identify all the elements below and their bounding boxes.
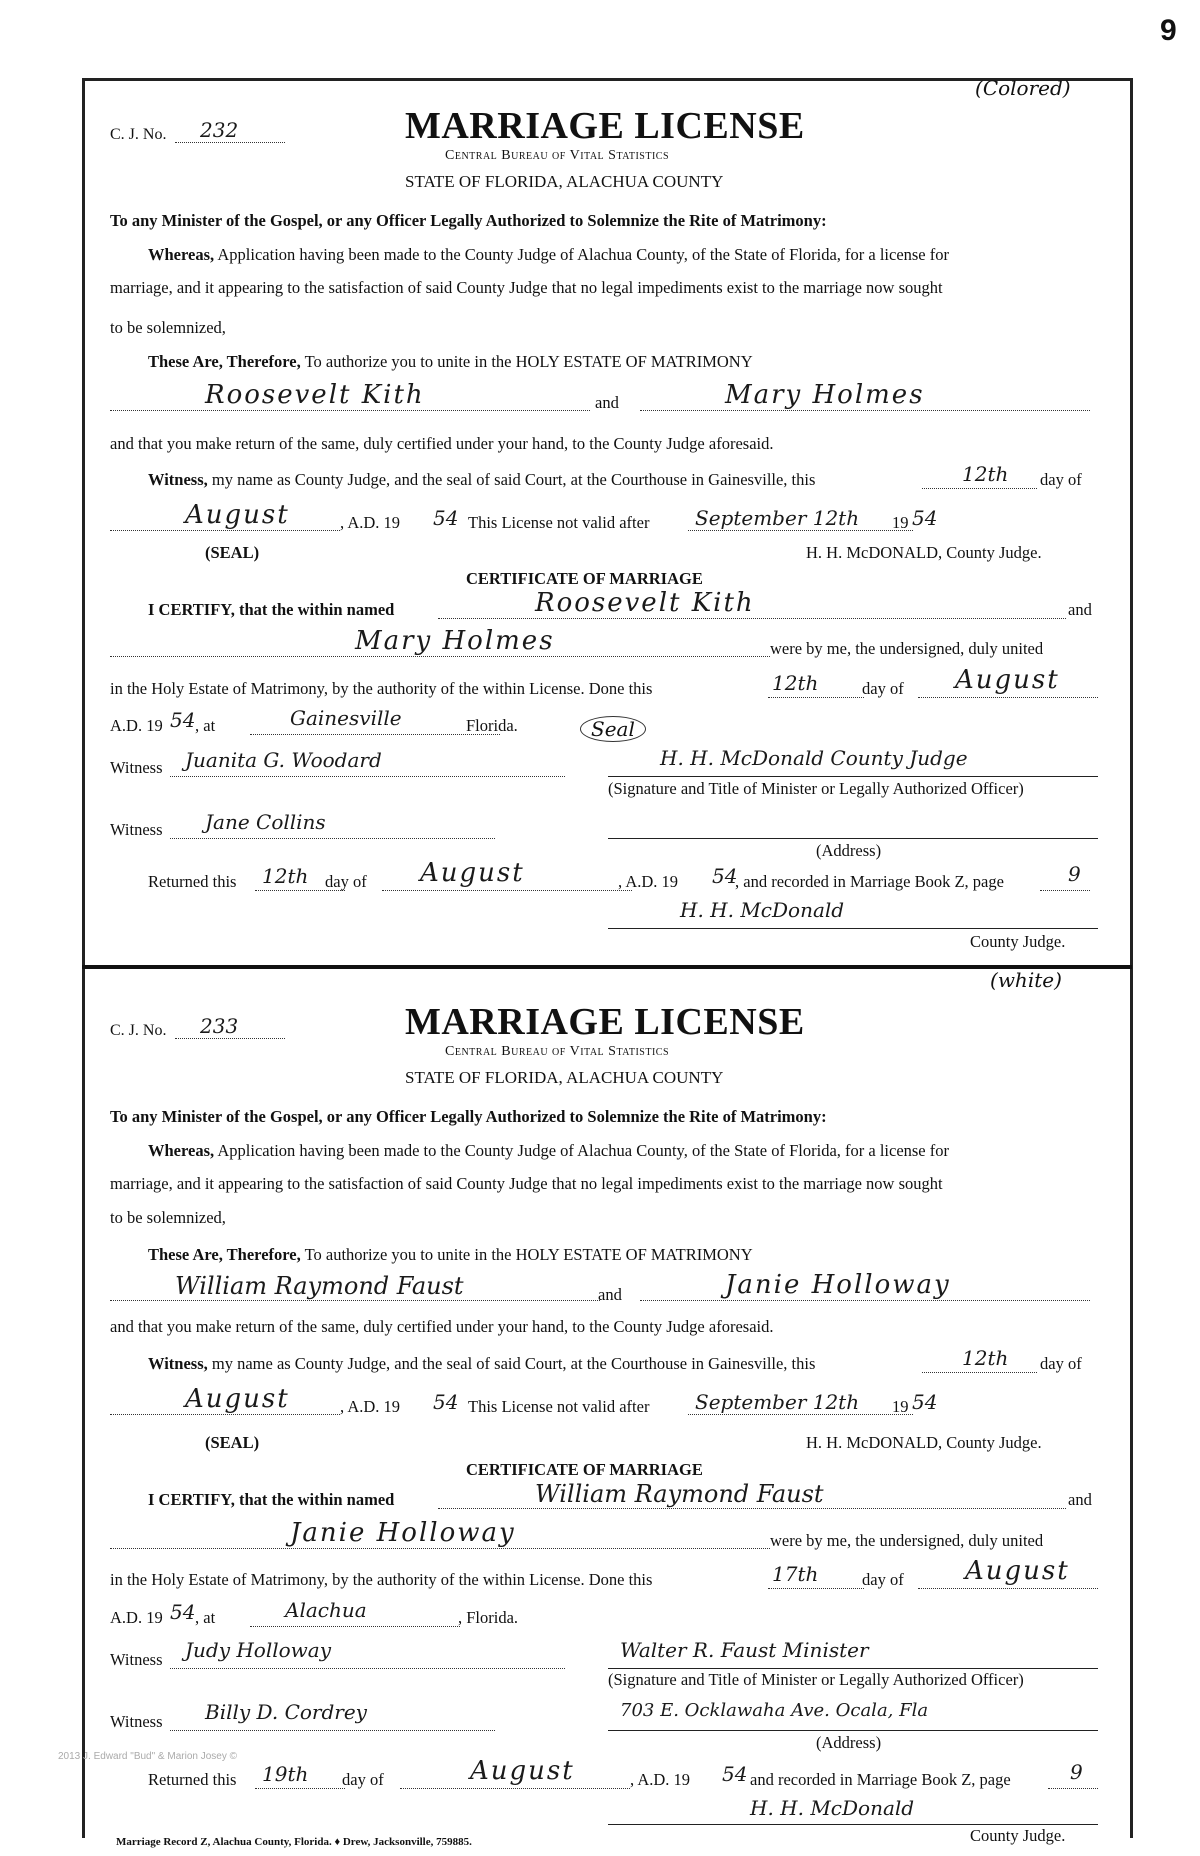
place-line <box>250 1626 460 1627</box>
groom-name: William Raymond Faust <box>175 1272 464 1300</box>
address-line <box>608 838 1098 839</box>
witness2-name: Billy D. Cordrey <box>205 1700 367 1724</box>
ad-year: 54 <box>170 1600 196 1624</box>
issue-month: August <box>185 500 290 530</box>
florida-label: Florida. <box>466 716 518 735</box>
cj-number-label: C. J. No. <box>110 1022 167 1039</box>
groom-line <box>110 410 590 411</box>
witness1-label: Witness <box>110 758 163 777</box>
bride-name: Janie Holloway <box>725 1270 951 1300</box>
copyright-watermark: 2013 J. Edward "Bud" & Marion Josey © <box>58 1751 237 1762</box>
issue-month-line <box>110 1414 340 1415</box>
county-judge-label: County Judge. <box>970 932 1066 951</box>
done-day: 12th <box>772 671 819 695</box>
address-label: (Address) <box>816 1733 882 1752</box>
not-valid-label: This License not valid after <box>468 513 650 532</box>
united-label: were by me, the undersigned, duly united <box>770 1531 1044 1550</box>
cert-groom: William Raymond Faust <box>535 1480 824 1508</box>
address-value: 703 E. Ocklawaha Ave. Ocala, Fla <box>620 1700 929 1721</box>
judge-signature: H. H. McDonald <box>680 898 845 922</box>
judge-name: H. H. McDONALD, County Judge. <box>806 543 1042 562</box>
authorize-line: These Are, Therefore, To authorize you to unite in the HOLY ESTATE OF MATRIMONY <box>148 352 753 371</box>
day-of-label: day of <box>1040 470 1082 489</box>
ad-label: , A.D. 19 <box>340 513 401 532</box>
returned-day-of-label: day of <box>342 1770 384 1789</box>
witness1-name: Juanita G. Woodard <box>185 748 382 772</box>
cert-bride-line <box>110 656 770 657</box>
cj-number-line <box>175 142 285 143</box>
state-county: STATE OF FLORIDA, ALACHUA COUNTY <box>405 1068 724 1087</box>
and-label: and <box>598 1285 622 1304</box>
whereas-line-2: marriage, and it appearing to the satisfaction of said County Judge that no legal impediments exist to the marriage now sought <box>110 1174 943 1193</box>
groom-line <box>110 1300 600 1301</box>
groom-name: Roosevelt Kith <box>205 380 425 410</box>
ad-year: 54 <box>170 708 196 732</box>
witness-clause: Witness, my name as County Judge, and the seal of said Court, at the Courthouse in Gainesville, this <box>148 1354 816 1373</box>
cert-and-label: and <box>1068 600 1092 619</box>
county-judge-label: County Judge. <box>970 1826 1066 1845</box>
done-day-of-label: day of <box>862 679 904 698</box>
address-line <box>608 1730 1098 1731</box>
witness1-label: Witness <box>110 1650 163 1669</box>
holy-estate-line: in the Holy Estate of Matrimony, by the authority of the within License. Done this <box>110 1570 653 1589</box>
certificate-title: CERTIFICATE OF MARRIAGE <box>466 1460 703 1479</box>
salutation: To any Minister of the Gospel, or any Officer Legally Authorized to Solemnize the Rite of Matrimony: <box>110 1107 827 1126</box>
returned-month-line <box>382 890 632 891</box>
bride-name: Mary Holmes <box>725 380 925 410</box>
cj-number-value: 233 <box>200 1014 239 1038</box>
cj-number-value: 232 <box>200 118 239 142</box>
issue-day: 12th <box>962 1346 1009 1370</box>
returned-month: August <box>470 1756 575 1786</box>
return-line: and that you make return of the same, duly certified under your hand, to the County Judge aforesaid. <box>110 434 774 453</box>
cert-and-label: and <box>1068 1490 1092 1509</box>
whereas-line-3: to be solemnized, <box>110 1208 226 1227</box>
returned-day: 12th <box>262 864 309 888</box>
witness1-name: Judy Holloway <box>185 1638 332 1662</box>
bureau-name: Central Bureau of Vital Statistics <box>445 1044 670 1059</box>
cert-bride: Janie Holloway <box>290 1518 516 1548</box>
officiant-signature: Walter R. Faust Minister <box>620 1638 869 1662</box>
returned-day-of-label: day of <box>325 872 367 891</box>
judge-signature: H. H. McDonald <box>750 1796 915 1820</box>
expiry-date: September 12th <box>695 506 860 530</box>
signature-title-label: (Signature and Title of Minister or Legally Authorized Officer) <box>608 779 1024 798</box>
cj-number-line <box>175 1038 285 1039</box>
cert-groom: Roosevelt Kith <box>535 588 755 618</box>
authorize-line: These Are, Therefore, To authorize you to unite in the HOLY ESTATE OF MATRIMONY <box>148 1245 753 1264</box>
florida-label: , Florida. <box>458 1608 519 1627</box>
done-day: 17th <box>772 1562 819 1586</box>
returned-label: Returned this <box>148 872 237 891</box>
bride-line <box>640 410 1090 411</box>
seal-label: (SEAL) <box>205 1433 260 1452</box>
seal-note: Seal <box>580 716 646 742</box>
certify-label: I CERTIFY, that the within named <box>148 1490 395 1509</box>
witness1-line <box>170 1668 565 1669</box>
issue-day: 12th <box>962 462 1009 486</box>
whereas-line-2: marriage, and it appearing to the satisfaction of said County Judge that no legal impediments exist to the marriage now sought <box>110 278 943 297</box>
done-month-line <box>918 1588 1098 1589</box>
race-note: (Colored) <box>975 76 1071 100</box>
witness-clause: Witness, my name as County Judge, and the seal of said Court, at the Courthouse in Gainesville, this <box>148 470 816 489</box>
bride-line <box>640 1300 1090 1301</box>
whereas-line-1: Whereas, Application having been made to the County Judge of Alachua County, of the State of Florida, for a license for <box>148 1141 949 1160</box>
and-label: and <box>595 393 619 412</box>
judge-signature-line <box>608 1824 1098 1825</box>
returned-day: 19th <box>262 1762 309 1786</box>
witness2-label: Witness <box>110 820 163 839</box>
witness2-label: Witness <box>110 1712 163 1731</box>
judge-name: H. H. McDONALD, County Judge. <box>806 1433 1042 1452</box>
returned-label: Returned this <box>148 1770 237 1789</box>
officiant-signature-line <box>608 1668 1098 1669</box>
footer-record-note: Marriage Record Z, Alachua County, Florida. ♦ Drew, Jacksonville, 759885. <box>116 1836 472 1848</box>
officiant-signature: H. H. McDonald County Judge <box>660 746 968 770</box>
certify-label: I CERTIFY, that the within named <box>148 600 395 619</box>
done-month: August <box>965 1556 1070 1586</box>
officiant-signature-line <box>608 776 1098 777</box>
issue-year: 54 <box>433 506 459 530</box>
whereas-line-1: Whereas, Application having been made to the County Judge of Alachua County, of the State of Florida, for a license for <box>148 245 949 264</box>
returned-year: 54 <box>712 864 738 888</box>
expiry-line <box>688 1414 913 1415</box>
expiry-year: 54 <box>912 506 938 530</box>
at-label: , at <box>195 1608 216 1627</box>
address-label: (Address) <box>816 841 882 860</box>
cert-groom-line <box>438 1508 1066 1509</box>
issue-day-line <box>922 1372 1037 1373</box>
ad-year-label: A.D. 19 <box>110 716 163 735</box>
judge-signature-line <box>608 928 1098 929</box>
state-county: STATE OF FLORIDA, ALACHUA COUNTY <box>405 172 724 191</box>
seal-label: (SEAL) <box>205 543 260 562</box>
done-day-line <box>768 697 864 698</box>
expiry-year: 54 <box>912 1390 938 1414</box>
returned-page: 9 <box>1068 862 1081 886</box>
witness2-line <box>170 1730 495 1731</box>
frame-right-border <box>1130 78 1133 1838</box>
returned-day-line <box>255 1788 345 1789</box>
ad-year-label: A.D. 19 <box>110 1608 163 1627</box>
witness1-line <box>170 776 565 777</box>
license-title: MARRIAGE LICENSE <box>405 105 805 147</box>
expiry-century: 19 <box>892 1397 909 1416</box>
ad-label: , A.D. 19 <box>340 1397 401 1416</box>
returned-year: 54 <box>722 1762 748 1786</box>
issue-year: 54 <box>433 1390 459 1414</box>
returned-page-line <box>1048 1788 1098 1789</box>
done-month: August <box>955 665 1060 695</box>
license-divider <box>82 965 1132 969</box>
returned-page: 9 <box>1070 1760 1083 1784</box>
place: Gainesville <box>290 706 402 730</box>
holy-estate-line: in the Holy Estate of Matrimony, by the authority of the within License. Done this <box>110 679 653 698</box>
united-label: were by me, the undersigned, duly united <box>770 639 1044 658</box>
expiry-century: 19 <box>892 513 909 532</box>
signature-title-label: (Signature and Title of Minister or Legally Authorized Officer) <box>608 1670 1024 1689</box>
bureau-name: Central Bureau of Vital Statistics <box>445 148 670 163</box>
day-of-label: day of <box>1040 1354 1082 1373</box>
cert-bride-line <box>110 1548 770 1549</box>
return-line: and that you make return of the same, duly certified under your hand, to the County Judge aforesaid. <box>110 1317 774 1336</box>
cert-groom-line <box>438 618 1066 619</box>
place-line <box>250 734 500 735</box>
returned-page-line <box>1040 890 1090 891</box>
witness2-line <box>170 838 495 839</box>
at-label: , at <box>195 716 216 735</box>
cj-number-label: C. J. No. <box>110 126 167 143</box>
frame-left-border <box>82 78 85 1838</box>
returned-month-line <box>400 1788 630 1789</box>
race-note: (white) <box>990 968 1062 992</box>
witness2-name: Jane Collins <box>205 810 326 834</box>
returned-month: August <box>420 858 525 888</box>
issue-month: August <box>185 1384 290 1414</box>
expiry-line <box>688 530 913 531</box>
place: Alachua <box>285 1598 367 1622</box>
license-title: MARRIAGE LICENSE <box>405 1001 805 1043</box>
done-day-of-label: day of <box>862 1570 904 1589</box>
done-day-line <box>768 1588 864 1589</box>
recorded-label: , and recorded in Marriage Book Z, page <box>735 872 1004 891</box>
returned-ad-label: , A.D. 19 <box>618 872 679 891</box>
salutation: To any Minister of the Gospel, or any Officer Legally Authorized to Solemnize the Rite of Matrimony: <box>110 211 827 230</box>
page-number: 9 <box>1160 14 1177 47</box>
whereas-line-3: to be solemnized, <box>110 318 226 337</box>
issue-day-line <box>922 488 1037 489</box>
done-month-line <box>918 697 1098 698</box>
not-valid-label: This License not valid after <box>468 1397 650 1416</box>
expiry-date: September 12th <box>695 1390 860 1414</box>
issue-month-line <box>110 530 340 531</box>
recorded-label: and recorded in Marriage Book Z, page <box>750 1770 1011 1789</box>
cert-bride: Mary Holmes <box>355 626 555 656</box>
certificate-title: CERTIFICATE OF MARRIAGE <box>466 569 703 588</box>
returned-ad-label: , A.D. 19 <box>630 1770 691 1789</box>
